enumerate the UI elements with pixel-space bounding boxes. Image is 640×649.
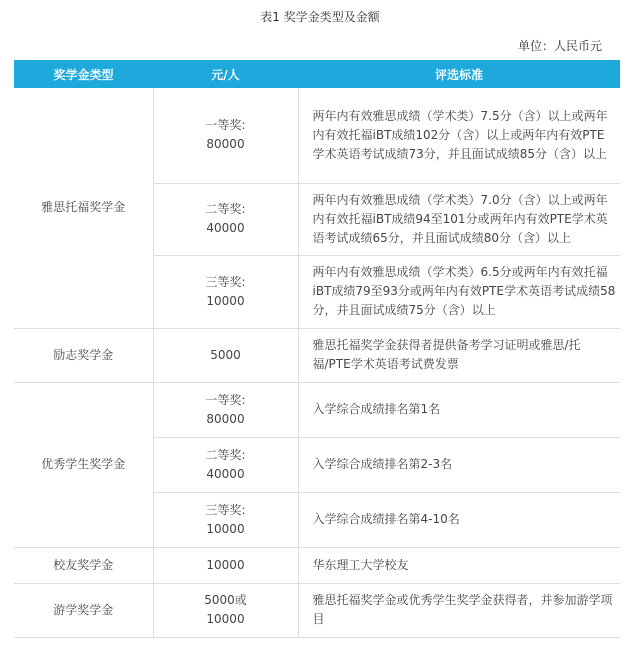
scholarship-type: 优秀学生奖学金 [14,382,153,547]
header-amount: 元/人 [153,60,298,88]
award-amount: 10000 [206,293,245,308]
amount-cell [153,382,298,437]
criteria-cell: 入学综合成绩排名第1名 [298,382,620,437]
scholarship-table [14,60,620,638]
amount-cell [153,328,298,382]
table-row [14,382,620,437]
header-criteria: 评选标准 [298,60,620,88]
header-type: 奖学金类型 [14,60,153,88]
criteria-cell: 入学综合成绩排名第2-3名 [298,437,620,492]
award-amount: 10000 [206,521,245,536]
scholarship-type: 励志奖学金 [14,328,153,382]
award-level: 三等奖: [205,502,246,517]
scholarship-type: 游学奖学金 [14,583,153,637]
amount-cell [153,183,298,255]
award-amount: 40000 [206,466,245,481]
criteria-cell: 两年内有效雅思成绩（学术类）7.5分（含）以上或两年内有效托福iBT成绩102分（含）以上或两年内有效PTE学术英语考试成绩73分，并且面试成绩85分（含）以上 [298,88,620,183]
criteria-cell: 两年内有效雅思成绩（学术类）7.0分（含）以上或两年内有效托福iBT成绩94至101分或两年内有效PTE学术英语考试成绩65分，并且面试成绩80分（含）以上 [298,183,620,255]
award-amount-option: 5000或 [204,593,247,607]
award-amount: 5000 [210,347,241,362]
scholarship-type: 校友奖学金 [14,547,153,583]
award-amount: 40000 [206,221,245,235]
currency-unit: 单位：人民币元 [517,39,602,53]
award-level: 二等奖: [205,202,246,216]
award-amount: 10000 [206,612,245,626]
amount-cell [153,437,298,492]
amount-cell [153,492,298,547]
award-level: 三等奖: [205,274,246,289]
award-amount: 80000 [206,411,245,426]
criteria-cell: 华东理工大学校友 [298,547,620,583]
award-level: 二等奖: [205,447,246,462]
criteria-cell: 雅思托福奖学金或优秀学生奖学金获得者，并参加游学项目 [298,583,620,637]
criteria-cell: 入学综合成绩排名第4-10名 [298,492,620,547]
table-row [14,328,620,382]
award-level: 一等奖: [205,118,246,133]
table-row [14,88,620,183]
table-header-row [14,60,620,88]
criteria-cell: 两年内有效雅思成绩（学术类）6.5分或两年内有效托福iBT成绩79至93分或两年内有效PTE学术英语考试成绩58分，并且面试成绩75分（含）以上 [298,255,620,328]
table-row [14,547,620,583]
amount-cell [153,88,298,183]
amount-cell [153,583,298,637]
amount-cell [153,255,298,328]
table-caption: 表1 奖学金类型及金额 [260,10,380,24]
award-level: 一等奖: [205,392,246,407]
award-amount: 80000 [206,137,245,152]
table-row [14,583,620,637]
award-amount: 10000 [206,557,245,572]
amount-cell [153,547,298,583]
criteria-cell: 雅思托福奖学金获得者提供备考学习证明或雅思/托福/PTE学术英语考试费发票 [298,328,620,382]
scholarship-type: 雅思托福奖学金 [14,88,153,328]
